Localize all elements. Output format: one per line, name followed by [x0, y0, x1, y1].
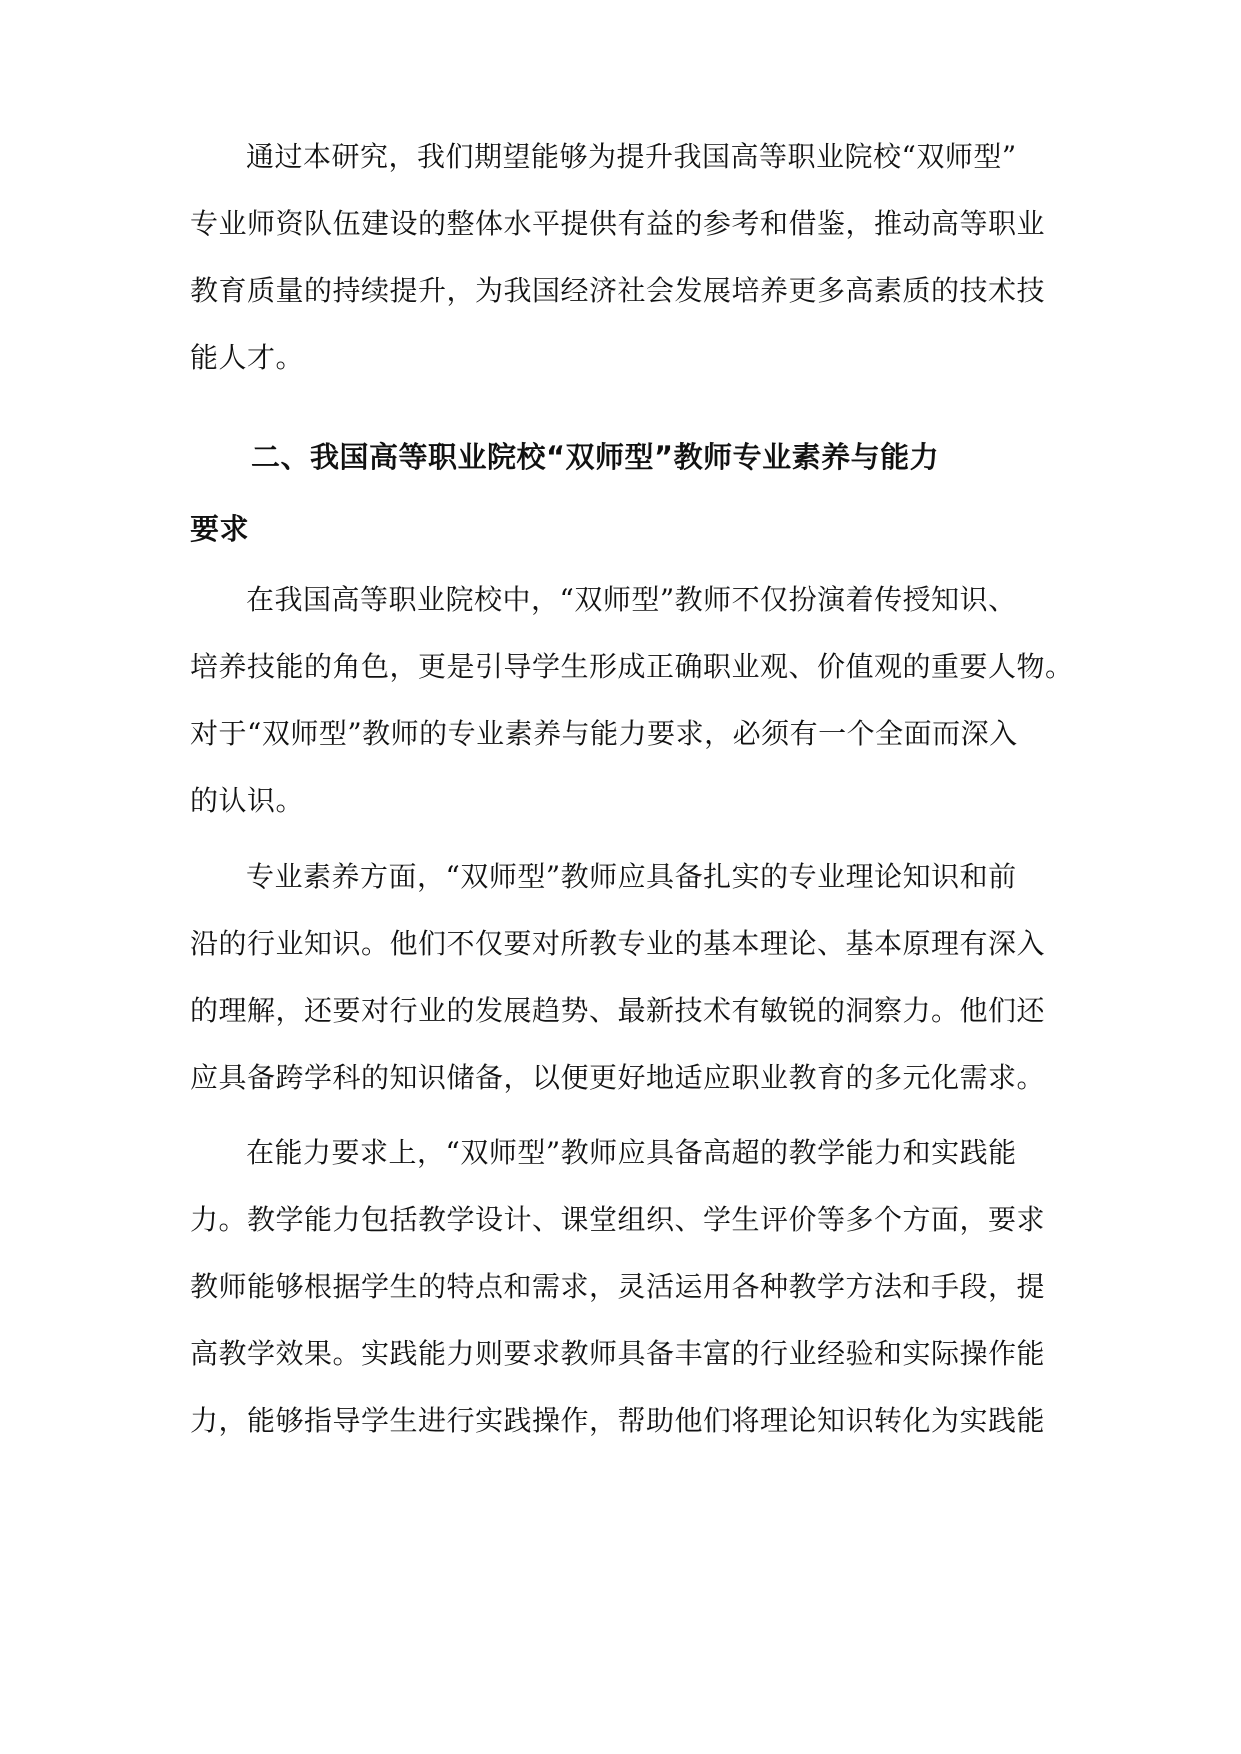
section-heading-line-2: 要求 — [190, 512, 250, 546]
paragraph-3-line-5: 力，能够指导学生进行实践操作，帮助他们将理论知识转化为实践能 — [190, 1404, 1046, 1437]
paragraph-2-line-3: 的理解，还要对行业的发展趋势、最新技术有敏锐的洞察力。他们还 — [190, 994, 1046, 1027]
paragraph-2-line-4: 应具备跨学科的知识储备，以便更好地适应职业教育的多元化需求。 — [190, 1061, 1046, 1094]
paragraph-2-line-1: 专业素养方面，“双师型”教师应具备扎实的专业理论知识和前 — [246, 860, 1017, 893]
paragraph-intro-line-2: 专业师资队伍建设的整体水平提供有益的参考和借鉴，推动高等职业 — [190, 207, 1046, 240]
paragraph-1-line-1: 在我国高等职业院校中，“双师型”教师不仅扮演着传授知识、 — [246, 583, 1017, 616]
paragraph-intro-line-3: 教育质量的持续提升，为我国经济社会发展培养更多高素质的技术技 — [190, 274, 1046, 307]
paragraph-3-line-4: 高教学效果。实践能力则要求教师具备丰富的行业经验和实际操作能 — [190, 1337, 1046, 1370]
paragraph-intro-line-4: 能人才。 — [190, 341, 305, 374]
paragraph-3-line-2: 力。教学能力包括教学设计、课堂组织、学生评价等多个方面，要求 — [190, 1203, 1046, 1236]
paragraph-1-line-2: 培养技能的角色，更是引导学生形成正确职业观、价值观的重要人物。 — [190, 650, 1074, 683]
paragraph-1-line-4: 的认识。 — [190, 784, 305, 817]
paragraph-intro-line-1: 通过本研究，我们期望能够为提升我国高等职业院校“双师型” — [246, 140, 1017, 173]
paragraph-1-line-3: 对于“双师型”教师的专业素养与能力要求，必须有一个全面而深入 — [190, 717, 1018, 750]
paragraph-3-line-1: 在能力要求上，“双师型”教师应具备高超的教学能力和实践能 — [246, 1136, 1017, 1169]
section-heading-line-1: 二、我国高等职业院校“双师型”教师专业素养与能力 — [251, 440, 940, 474]
paragraph-2-line-2: 沿的行业知识。他们不仅要对所教专业的基本理论、基本原理有深入 — [190, 927, 1046, 960]
paragraph-3-line-3: 教师能够根据学生的特点和需求，灵活运用各种教学方法和手段，提 — [190, 1270, 1046, 1303]
